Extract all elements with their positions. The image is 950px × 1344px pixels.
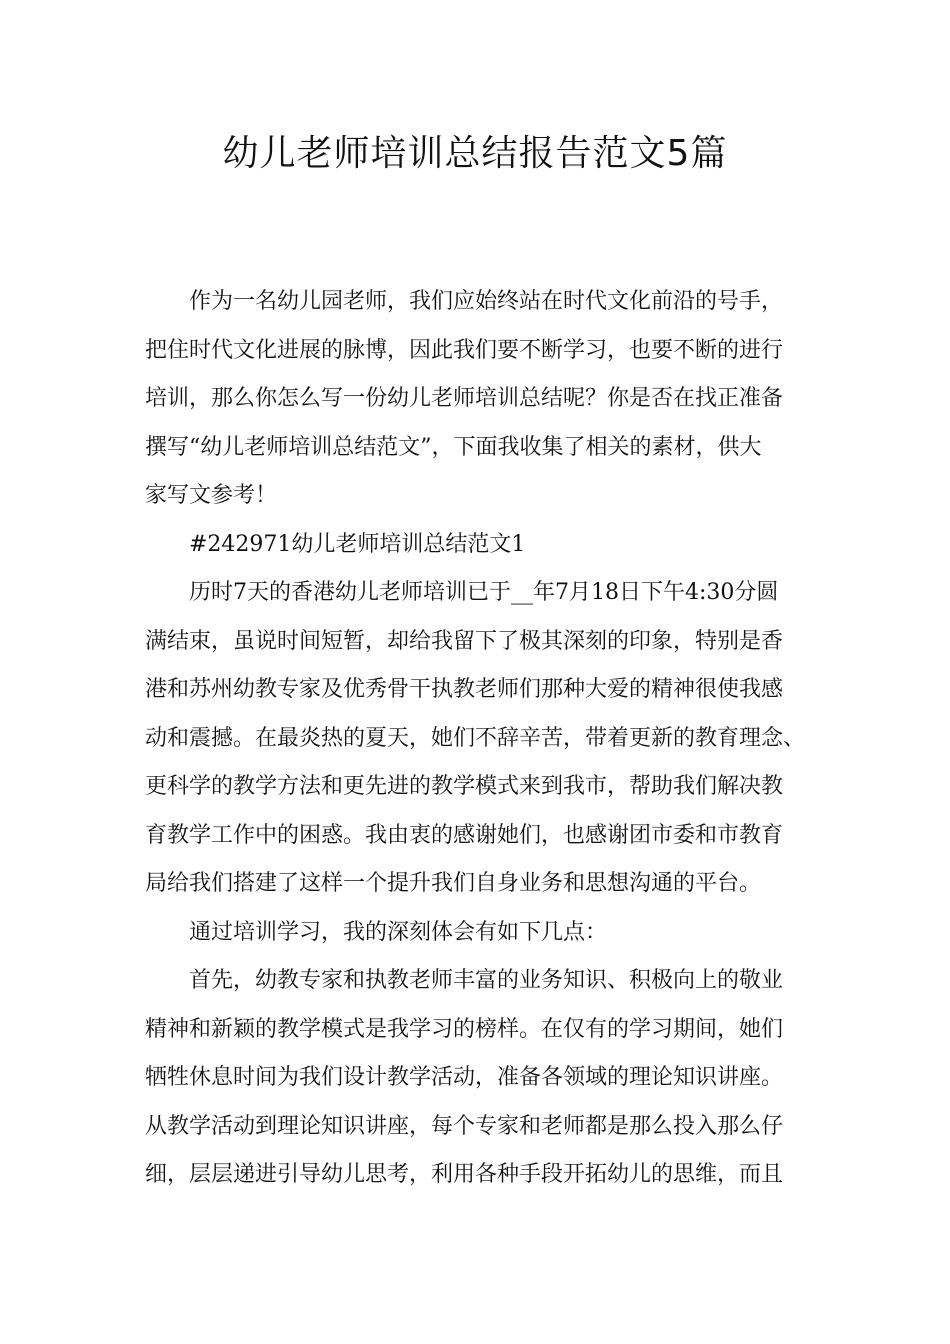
text-line: 首先，幼教专家和执教老师丰富的业务知识、积极向上的敬业 xyxy=(189,968,784,993)
text-line: 精神和新颖的教学模式是我学习的榜样。在仅有的学习期间，她们 xyxy=(145,1016,784,1042)
paragraph-intro xyxy=(145,278,815,521)
text-line: 动和震撼。在最炎热的夏天，她们不辞辛苦，带着更新的教育理念、 xyxy=(145,725,806,751)
text-line: 局给我们搭建了这样一个提升我们自身业务和思想沟通的平台。 xyxy=(145,871,762,896)
text-line: 细，层层递进引导幼儿思考，利用各种手段开拓幼儿的思维，而且 xyxy=(145,1162,784,1187)
text-line: 培训，那么你怎么写一份幼儿老师培训总结呢？你是否在找正准备 xyxy=(145,386,784,411)
paragraph-body xyxy=(145,909,815,958)
text-line: 港和苏州幼教专家及优秀骨干执教老师们那种大爱的精神很使我感 xyxy=(145,677,784,702)
text-line: 牺牲休息时间为我们设计教学活动，准备各领域的理论知识讲座。 xyxy=(145,1065,784,1090)
text-line: 家写文参考！ xyxy=(145,483,278,508)
text-line: 撰写“幼儿老师培训总结范文”，下面我收集了相关的素材，供大 xyxy=(145,434,762,460)
text-line: #242971幼儿老师培训总结范文1 xyxy=(189,531,526,557)
text-line: 通过培训学习，我的深刻体会有如下几点： xyxy=(189,919,608,945)
text-line: 满结束，虽说时间短暂，却给我留下了极其深刻的印象，特别是香 xyxy=(145,628,784,654)
text-line: 更科学的教学方法和更先进的教学模式来到我市，帮助我们解决教 xyxy=(145,774,784,799)
document-title: 幼儿老师培训总结报告范文5篇 xyxy=(222,133,728,174)
document-body xyxy=(145,278,815,1200)
text-line: 把住时代文化进展的脉博，因此我们要不断学习，也要不断的进行 xyxy=(145,337,784,363)
paragraph-body xyxy=(145,957,815,1200)
text-line: 从教学活动到理论知识讲座，每个专家和老师都是那么投入那么仔 xyxy=(145,1113,784,1139)
text-line: 作为一名幼儿园老师，我们应始终站在时代文化前沿的号手， xyxy=(189,289,784,314)
paragraph-body xyxy=(145,569,815,909)
text-line: 历时7天的香港幼儿老师培训已于__年7月18日下午4:30分圆 xyxy=(189,580,779,605)
section-heading xyxy=(145,521,815,570)
text-line: 育教学工作中的困惑。我由衷的感谢她们，也感谢团市委和市教育 xyxy=(145,822,784,848)
